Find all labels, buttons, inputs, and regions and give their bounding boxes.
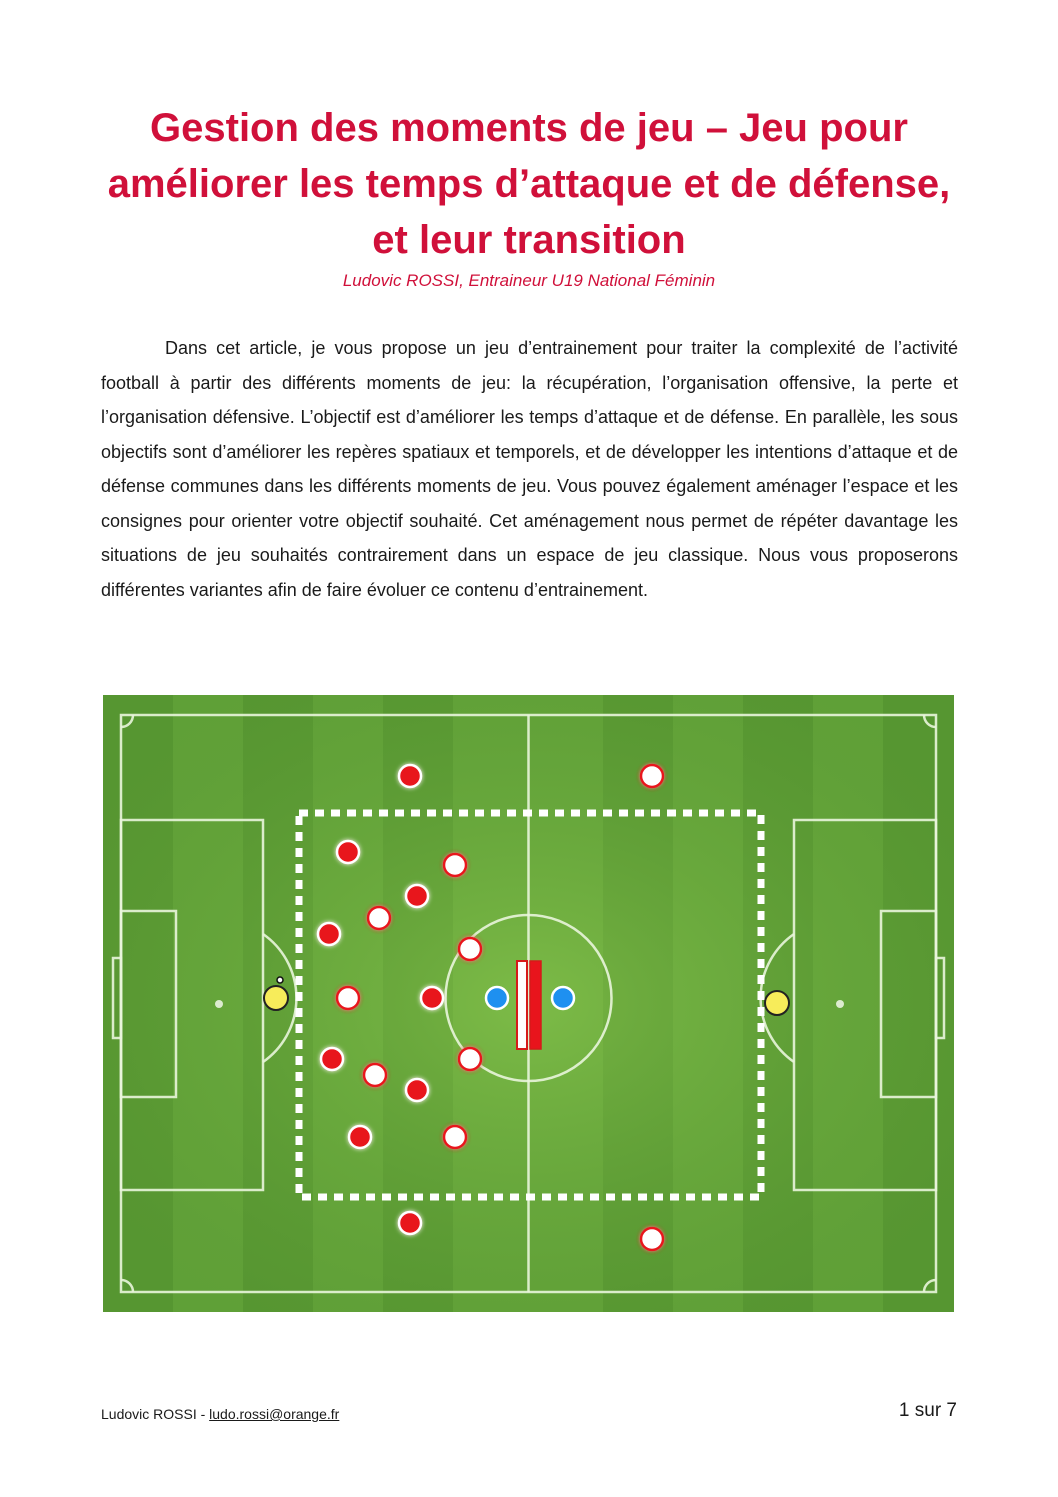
white-player	[641, 1228, 663, 1250]
red-player	[421, 987, 443, 1009]
football-pitch-diagram	[103, 695, 954, 1312]
white-player	[641, 765, 663, 787]
footer-author-name: Ludovic ROSSI -	[101, 1406, 210, 1422]
white-player	[368, 907, 390, 929]
author-subtitle: Ludovic ROSSI, Entraineur U19 National Féminin	[342, 271, 716, 290]
goalkeeper	[765, 991, 789, 1015]
white-player	[444, 854, 466, 876]
white-player	[459, 938, 481, 960]
red-player	[349, 1126, 371, 1148]
goalkeeper	[264, 986, 288, 1010]
red-player	[318, 923, 340, 945]
neutral-player	[552, 987, 574, 1009]
red-player	[321, 1048, 343, 1070]
footer-author	[101, 1406, 339, 1422]
white-player	[459, 1048, 481, 1070]
penalty-spot-right	[836, 1000, 844, 1008]
red-player	[337, 841, 359, 863]
white-player	[364, 1064, 386, 1086]
red-player	[406, 885, 428, 907]
white-player	[337, 987, 359, 1009]
penalty-spot-left	[215, 1000, 223, 1008]
neutral-player	[486, 987, 508, 1009]
document-title: Gestion des moments de jeu – Jeu pour améliorer les temps d’attaque et de défense, et leur transition	[107, 106, 951, 262]
red-player	[399, 765, 421, 787]
red-player	[406, 1079, 428, 1101]
intro-paragraph: Dans cet article, je vous propose un jeu d’entrainement pour traiter la complexité de l’activité football à partir des différents moments de jeu: la récupération, l’organisation offensive, la perte et l’organisation défensive. L’objectif est d’améliorer les temps d’attaque et de défense. En parallèle, les sous objectifs sont d’améliorer les repères spatiaux et temporels, et de développer les intentions d’attaque et de défense communes dans les différents moments de jeu. Vous pouvez également aménager l’espace et les consignes pour orienter votre objectif souhaité. Cet aménagement nous permet de répéter davantage les situations de jeu souhaités contrairement dans un espace de jeu classique. Nous vous proposerons différentes variantes afin de faire évoluer ce contenu d’entrainement.	[101, 338, 958, 600]
page-number: 1 sur 7	[898, 1400, 957, 1421]
white-player	[444, 1126, 466, 1148]
ball	[277, 977, 283, 983]
red-player	[399, 1212, 421, 1234]
footer-email-link[interactable]: ludo.rossi@orange.fr	[209, 1406, 340, 1422]
